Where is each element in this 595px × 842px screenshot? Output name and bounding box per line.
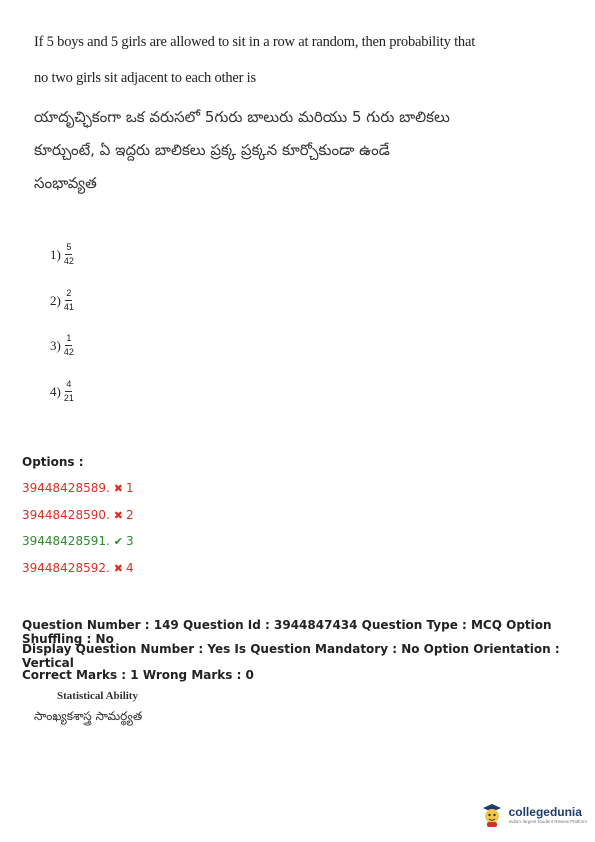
fraction (64, 380, 74, 403)
option-value: 2 (126, 508, 134, 522)
choice-label: 4) (50, 383, 61, 399)
fraction (64, 334, 74, 357)
option-row-4 (22, 561, 134, 575)
fraction (64, 243, 74, 266)
collegedunia-logo (478, 800, 587, 828)
option-id: 39448428589. (22, 481, 110, 495)
option-id: 39448428590. (22, 508, 110, 522)
option-value: 3 (126, 534, 134, 548)
numerator: 4 (65, 380, 72, 392)
question-text-te-line3: సంభావ్యత (34, 174, 97, 192)
cross-icon: ✖ (113, 509, 124, 522)
question-meta-line1: Question Number : 149 Question Id : 3944847434 Question Type : MCQ Option Shuffling : No (22, 618, 552, 646)
question-text-en-line1: If 5 boys and 5 girls are allowed to sit in a row at random, then probability that (34, 34, 476, 50)
question-text-te-line2: కూర్చుంటే, ఏ ఇద్దరు బాలికలు ప్రక్క ప్రక్కన కూర్చోకుండా ఉండే (34, 141, 390, 159)
question-text-en-line2: no two girls sit adjacent to each other is (34, 70, 256, 86)
question-meta-line2: Display Question Number : Yes Is Question Mandatory : No Option Orientation : Vertical (22, 642, 560, 670)
choice-4 (50, 380, 74, 403)
option-row-1 (22, 481, 134, 495)
denominator: 21 (63, 393, 74, 403)
numerator: 1 (65, 334, 72, 346)
option-id: 39448428592. (22, 561, 110, 575)
denominator: 42 (63, 347, 74, 357)
question-meta-line3: Correct Marks : 1 Wrong Marks : 0 (22, 668, 254, 682)
choice-2 (50, 289, 74, 312)
option-id: 39448428591. (22, 534, 110, 548)
option-value: 4 (126, 561, 134, 575)
cross-icon: ✖ (113, 482, 124, 495)
denominator: 41 (63, 302, 74, 312)
section-name-te: సాంఖ్యకశాస్త్ర సామర్థ్యత (34, 709, 143, 723)
choice-1 (50, 243, 74, 266)
option-row-3 (22, 534, 134, 548)
numerator: 2 (65, 289, 72, 301)
check-icon: ✔ (113, 535, 124, 548)
mascot-icon (478, 800, 506, 828)
logo-brand: collegedunia (508, 804, 582, 819)
choice-label: 3) (50, 337, 61, 353)
choice-label: 1) (50, 246, 61, 262)
cross-icon: ✖ (113, 562, 124, 575)
options-title: Options : (22, 455, 84, 469)
option-value: 1 (126, 481, 134, 495)
logo-tagline: India's largest Student Review Platform (508, 818, 587, 824)
option-row-2 (22, 508, 134, 522)
denominator: 42 (63, 256, 74, 266)
choice-label: 2) (50, 292, 61, 308)
question-text-te-line1: యాదృచ్ఛికంగా ఒక వరుసలో 5గురు బాలురు మరియు 5 గురు బాలికలు (34, 108, 450, 126)
fraction (64, 289, 74, 312)
numerator: 5 (65, 243, 72, 255)
section-name-en: Statistical Ability (57, 690, 138, 702)
choice-3 (50, 334, 74, 357)
